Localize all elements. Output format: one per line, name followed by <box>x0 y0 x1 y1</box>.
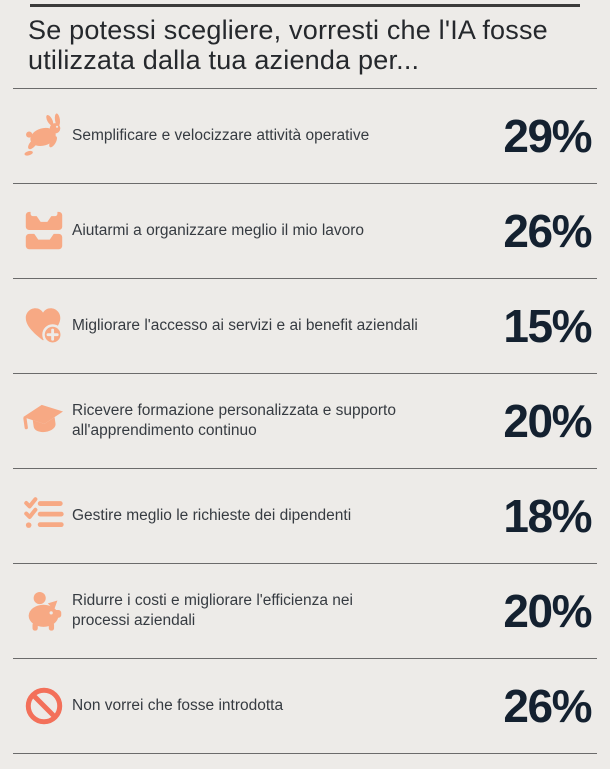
stat-label-line: Migliorare l'accesso ai servizi e ai benefit aziendali <box>72 316 418 334</box>
stat-list <box>0 89 610 754</box>
page-title <box>28 15 587 75</box>
stat-label <box>72 696 283 717</box>
stat-value: 26% <box>503 680 591 732</box>
stat-row-non-introdotta <box>13 659 597 754</box>
stat-row-formazione <box>13 374 597 469</box>
stat-row-benefit <box>13 279 597 374</box>
stat-label-line: Semplificare e velocizzare attività operative <box>72 126 370 144</box>
stat-row-operativita <box>13 89 597 184</box>
icon-wrap <box>20 492 68 540</box>
checklist-icon <box>21 493 67 539</box>
icon-wrap <box>20 207 68 255</box>
stat-row-organizzazione <box>13 184 597 279</box>
stat-label-line: Gestire meglio le richieste dei dipendenti <box>72 506 352 524</box>
stat-label <box>72 126 369 147</box>
stat-label <box>72 316 418 337</box>
no-entry-icon <box>21 683 67 729</box>
stat-row-richieste <box>13 469 597 564</box>
icon-wrap <box>20 397 68 445</box>
stat-label <box>72 506 351 527</box>
stat-label <box>72 401 396 442</box>
stat-label-line: all'apprendimento continuo <box>72 422 257 439</box>
stat-row-costi <box>13 564 597 659</box>
stat-label-line: Ridurre i costi e migliorare l'efficienza nei <box>72 591 353 609</box>
stat-label <box>72 221 364 242</box>
rabbit-icon <box>21 113 67 159</box>
title-line-1: Se potessi scegliere, vorresti che l'IA fosse <box>28 15 548 45</box>
icon-wrap <box>20 682 68 730</box>
stat-label-line: Ricevere formazione personalizzata e supporto <box>72 401 396 419</box>
icon-wrap <box>20 112 68 160</box>
stat-value: 20% <box>503 585 591 637</box>
header <box>13 7 597 89</box>
stat-label-line: Non vorrei che fosse introdotta <box>72 696 284 714</box>
stat-value: 26% <box>503 205 591 257</box>
icon-wrap <box>20 302 68 350</box>
stat-value: 18% <box>503 490 591 542</box>
title-line-2: utilizzata dalla tua azienda per... <box>28 45 420 75</box>
stat-label-line: processi aziendali <box>72 612 196 629</box>
heart-plus-icon <box>21 303 67 349</box>
inbox-tray-icon <box>21 208 67 254</box>
stat-label-line: Aiutarmi a organizzare meglio il mio lavoro <box>72 221 365 239</box>
stat-label <box>72 591 353 632</box>
stat-value: 29% <box>503 110 591 162</box>
stat-value: 20% <box>503 395 591 447</box>
graduation-cap-icon <box>21 398 67 444</box>
piggy-bank-icon <box>21 588 67 634</box>
icon-wrap <box>20 587 68 635</box>
stat-value: 15% <box>503 300 591 352</box>
